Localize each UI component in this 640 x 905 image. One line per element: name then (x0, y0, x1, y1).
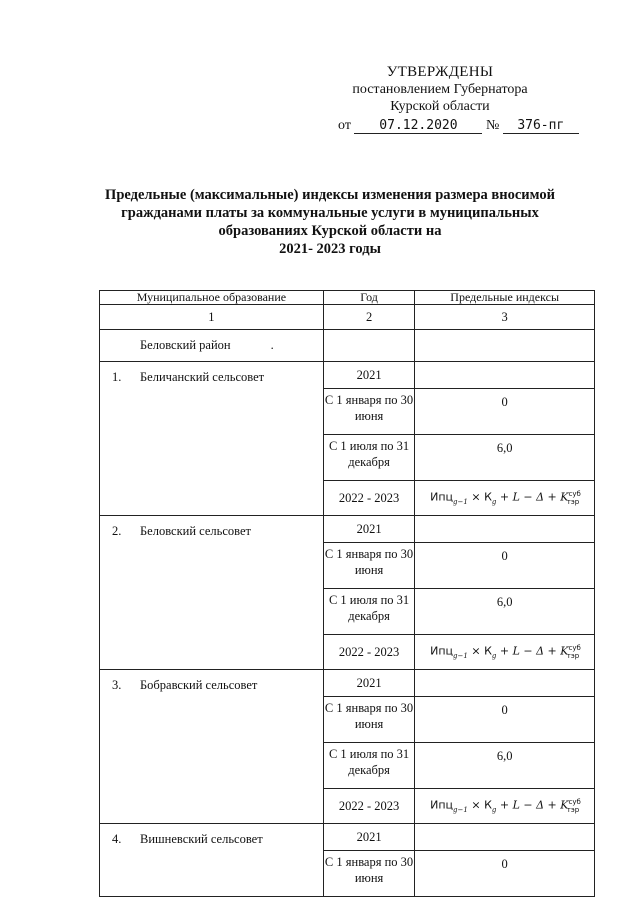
col-header-year: Год (323, 291, 414, 305)
decree-number: 376-пг (503, 118, 579, 134)
period-cell: 2022 - 2023 (323, 789, 414, 824)
title-line-2: гражданами платы за коммунальные услуги в муниципальных (121, 205, 539, 221)
row-number: 2. (112, 524, 122, 538)
col-number-1: 1 (100, 305, 324, 330)
municipality-cell (100, 516, 324, 670)
col-number-2: 2 (323, 305, 414, 330)
row-number: 1. (112, 370, 122, 384)
period-cell: С 1 июля по 31 декабря (323, 743, 414, 789)
empty-cell (415, 362, 595, 389)
empty-cell (415, 824, 595, 851)
row-number: 3. (112, 678, 122, 692)
period-cell: С 1 января по 30 июня (323, 697, 414, 743)
period-cell: С 1 января по 30 июня (323, 851, 414, 897)
municipality-name: Вишневский сельсовет (140, 832, 263, 846)
number-label: № (485, 118, 500, 133)
index-value: 6,0 (415, 743, 595, 789)
col-number-3: 3 (415, 305, 595, 330)
indices-table (99, 290, 595, 897)
title-line-4: 2021- 2023 годы (279, 241, 381, 257)
decree-line (338, 118, 579, 134)
index-value: 0 (415, 389, 595, 435)
municipality-cell (100, 670, 324, 824)
municipality-name: Беловский сельсовет (140, 524, 251, 538)
empty-cell (415, 516, 595, 543)
year-row (100, 670, 595, 697)
year-cell: 2021 (323, 362, 414, 389)
approved-line-2: Курской области (390, 99, 490, 114)
period-cell: 2022 - 2023 (323, 481, 414, 516)
year-cell: 2021 (323, 824, 414, 851)
title-line-3: образованиях Курской области на (218, 223, 442, 239)
document-title (90, 186, 570, 258)
row-number: 4. (112, 832, 122, 846)
index-value: 0 (415, 543, 595, 589)
municipality-cell (100, 824, 324, 897)
approved-line-1: постановлением Губернатора (352, 82, 528, 97)
from-label: от (338, 118, 351, 133)
approved-heading: УТВЕРЖДЕНЫ (386, 64, 494, 80)
index-formula: $Ипц_{g-1} \times К_g + L - \Delta + K^{суб}_{тэр}$ (415, 635, 595, 670)
district-label: Беловский район (140, 338, 231, 352)
decree-date: 07.12.2020 (354, 118, 482, 134)
index-value: 0 (415, 697, 595, 743)
year-row (100, 362, 595, 389)
empty-cell (415, 670, 595, 697)
district-name: Беловский район . (100, 330, 324, 362)
year-row (100, 516, 595, 543)
municipality-cell (100, 362, 324, 516)
year-row (100, 824, 595, 851)
year-cell: 2021 (323, 670, 414, 697)
district-row (100, 330, 595, 362)
empty-cell (323, 330, 414, 362)
header-row (100, 291, 595, 305)
period-cell: С 1 января по 30 июня (323, 543, 414, 589)
column-number-row (100, 305, 595, 330)
index-formula: $Ипц_{g-1} \times К_g + L - \Delta + K^{суб}_{тэр}$ (415, 789, 595, 824)
col-header-indices: Предельные индексы (415, 291, 595, 305)
year-cell: 2021 (323, 516, 414, 543)
municipality-name: Бобравский сельсовет (140, 678, 258, 692)
municipality-name: Беличанский сельсовет (140, 370, 265, 384)
period-cell: С 1 июля по 31 декабря (323, 589, 414, 635)
period-cell: 2022 - 2023 (323, 635, 414, 670)
index-value: 6,0 (415, 589, 595, 635)
index-formula: $Ипц_{g-1} \times К_g + L - \Delta + K^{суб}_{тэр}$ (415, 481, 595, 516)
empty-cell (415, 330, 595, 362)
approval-block (300, 64, 580, 115)
title-line-1: Предельные (максимальные) индексы изменения размера вносимой (105, 187, 555, 203)
period-cell: С 1 июля по 31 декабря (323, 435, 414, 481)
period-cell: С 1 января по 30 июня (323, 389, 414, 435)
col-header-municipality: Муниципальное образование (100, 291, 324, 305)
index-value: 0 (415, 851, 595, 897)
index-value: 6,0 (415, 435, 595, 481)
